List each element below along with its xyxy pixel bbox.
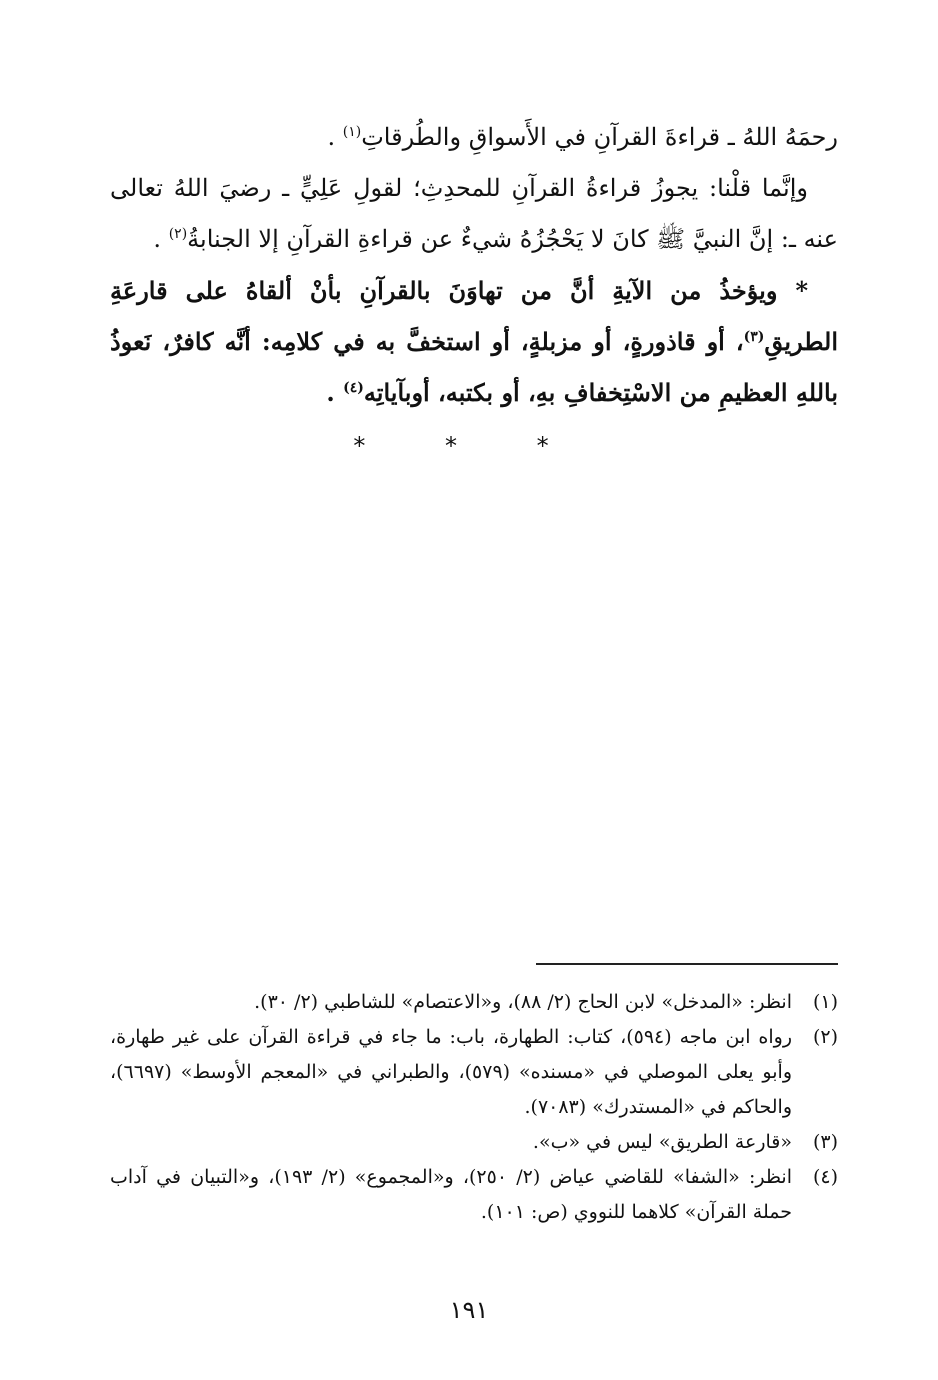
footnote-text: انظر: «الشفا» للقاضي عياض (٢/ ٢٥٠)، و«المجموع» (٢/ ١٩٣)، و«التبيان في آداب حملة القرآن» كلاهما للنووي (ص: ١٠١). (110, 1166, 792, 1223)
paragraph-3-text-a: * ويؤخذُ من الآيةِ أنَّ من تهاوَنَ بالقرآنِ بأنْ ألقاهُ على قارعَةِ الطريقِ (110, 276, 838, 356)
main-text (110, 112, 838, 418)
footnote-number: (٣) (812, 1131, 838, 1153)
footnote-3 (110, 1125, 838, 1160)
paragraph-2-end: . (153, 225, 162, 253)
footnote-text: «قارعة الطريق» ليس في «ب». (532, 1131, 792, 1153)
page-number: ١٩١ (449, 1296, 489, 1324)
paragraph-3 (110, 265, 838, 418)
footnote-number: (١) (812, 991, 838, 1013)
section-separator: * * * (353, 432, 585, 460)
footnote-number: (٢) (812, 1026, 838, 1048)
paragraph-1 (110, 112, 838, 163)
footnote-ref-2[interactable]: (٢) (168, 226, 188, 242)
footnote-4 (110, 1160, 838, 1230)
paragraph-1-text: رحمَهُ اللهُ ـ قراءةَ القرآنِ في الأَسواقِ والطُرقاتِ (361, 123, 838, 151)
footnote-text: انظر: «المدخل» لابن الحاج (٢/ ٨٨)، و«الاعتصام» للشاطبي (٢/ ٣٠). (254, 991, 792, 1013)
footnote-ref-1[interactable]: (١) (342, 124, 362, 140)
footnote-number: (٤) (812, 1166, 838, 1188)
footnote-2 (110, 1020, 838, 1125)
footnotes-section (110, 985, 838, 1230)
footnote-ref-3[interactable]: (٣) (743, 329, 765, 345)
footnote-text: رواه ابن ماجه (٥٩٤)، كتاب: الطهارة، باب: ما جاء في قراءة القرآن على غير طهارة، وأبو يعلى الموصلي في «مسنده» (٥٧٩)، والطبراني في «المعجم الأوسط» (٦٦٩٧)، والحاكم في «المستدرك» (٧٠٨٣). (110, 1026, 792, 1118)
paragraph-2 (110, 163, 838, 265)
footnote-divider (536, 963, 838, 965)
paragraph-1-end: . (327, 123, 336, 151)
footnote-1 (110, 985, 838, 1020)
paragraph-3-end: . (326, 378, 335, 407)
paragraph-2-text: وإنَّما قلْنا: يجوزُ قراءةُ القرآنِ للمحدِثِ؛ لقولِ عَلِيٍّ ـ رضيَ اللهُ تعالى عنه ـ: إنَّ النبيَّ ﷺ كانَ لا يَحْجُزُهُ شيءٌ عن قراءةِ القرآنِ إلا الجنابةُ (110, 174, 838, 253)
footnote-ref-4[interactable]: (٤) (343, 380, 364, 396)
paragraph-3-text-b: ، أو قاذورةٍ، أو مزبلةٍ، أو استخفَّ به في كلامِه: أنَّه كافرٌ، نَعوذُ باللهِ العظيمِ من الاسْتِخفافِ بهِ، أو بكتبه، أوبآياتِه (110, 327, 838, 407)
